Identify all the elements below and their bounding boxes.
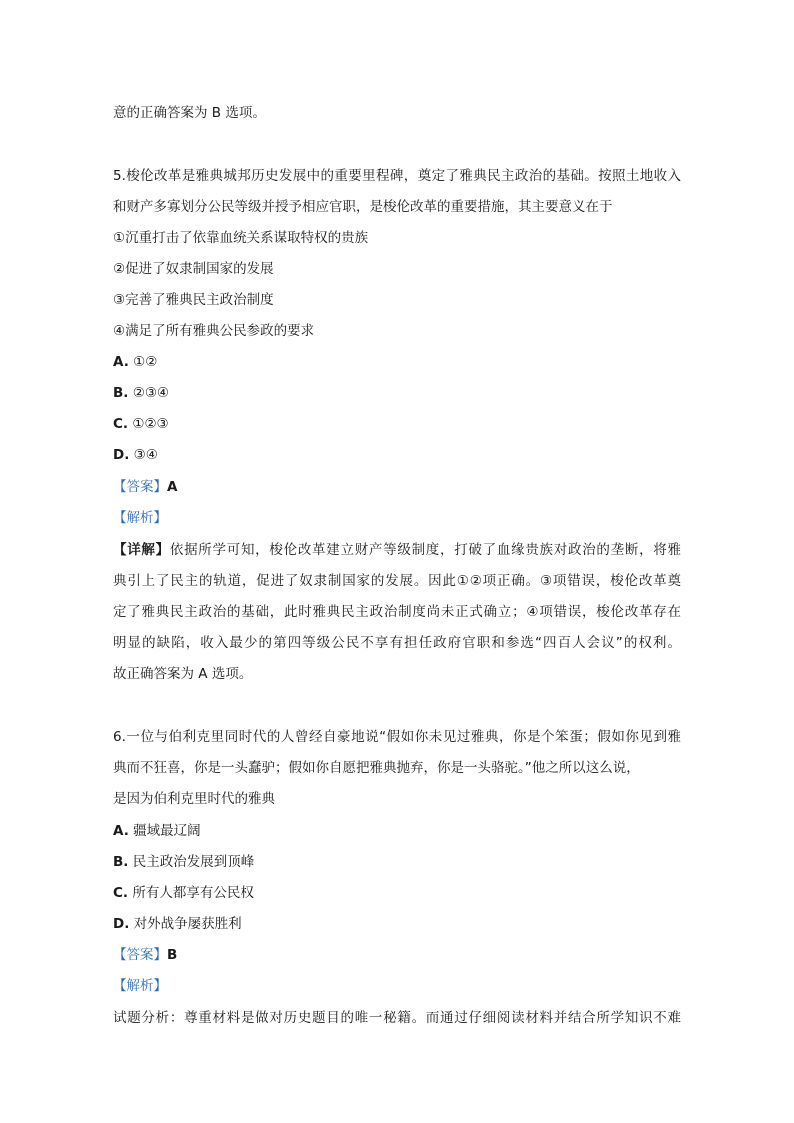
option-text: ①②③ <box>132 416 169 432</box>
q5-item-3: ③完善了雅典民主政治制度 <box>113 292 274 308</box>
q5-answer <box>113 478 177 496</box>
option-text: 对外战争屡获胜利 <box>133 916 242 932</box>
answer-value: B <box>167 947 178 963</box>
q5-stem-line-2: 和财产多寡划分公民等级并授予相应官职，是梭伦改革的重要措施，其主要意义在于 <box>113 199 613 215</box>
q5-item-4: ④满足了所有雅典公民参政的要求 <box>113 323 315 339</box>
option-text: 所有人都享有公民权 <box>132 885 254 901</box>
option-letter: A. <box>113 354 129 370</box>
option-letter: C. <box>113 885 129 901</box>
q6-analysis-line-1: 试题分析：尊重材料是做对历史题目的唯一秘籍。而通过仔细阅读材料并结合所学知识不难 <box>113 1010 681 1026</box>
q6-stem-line-3: 是因为伯利克里时代的雅典 <box>113 791 275 807</box>
q6-stem-line-1: 6.一位与伯利克里同时代的人曾经自豪地说“假如你未见过雅典，你是个笨蛋；假如你见到雅 <box>113 729 681 745</box>
detail-tag: 【详解】 <box>113 542 170 558</box>
q5-option-b <box>113 384 169 402</box>
q6-answer <box>113 946 177 964</box>
q6-stem-line-2: 典而不狂喜，你是一头蠢驴；假如你自愿把雅典抛弃，你是一头骆驼。”他之所以这么说， <box>113 760 640 776</box>
q5-stem-line-1: 5.梭伦改革是雅典城邦历史发展中的重要里程碑，奠定了雅典民主政治的基础。按照土地收入 <box>113 168 681 184</box>
detail-text: 依据所学可知，梭伦改革建立财产等级制度，打破了血缘贵族对政治的垄断，将雅 <box>169 542 682 558</box>
q5-analysis-tag: 【解析】 <box>113 510 167 526</box>
option-text: ①② <box>133 354 158 370</box>
q5-detail-line-3: 定了雅典民主政治的基础，此时雅典民主政治制度尚未正式确立；④项错误，梭伦改革存在 <box>113 604 681 620</box>
q5-detail-line-5: 故正确答案为 A 选项。 <box>113 666 253 682</box>
option-text: ③④ <box>133 447 158 463</box>
option-text: 民主政治发展到顶峰 <box>132 854 255 870</box>
q5-option-d <box>113 446 158 464</box>
q5-item-2: ②促进了奴隶制国家的发展 <box>113 261 274 277</box>
q5-detail-line-2: 典引上了民主的轨道，促进了奴隶制国家的发展。因此①②项正确。③项错误，梭伦改革奠 <box>113 573 681 589</box>
option-letter: B. <box>113 854 129 870</box>
q6-option-a <box>113 822 201 840</box>
q6-option-c <box>113 884 254 902</box>
option-letter: C. <box>113 416 129 432</box>
q5-detail-line-4: 明显的缺陷，收入最少的第四等级公民不享有担任政府官职和参选“四百人会议”的权利。 <box>113 635 681 651</box>
intro-line: 意的正确答案为 B 选项。 <box>113 105 266 121</box>
q5-option-c <box>113 415 169 433</box>
answer-value: A <box>167 479 178 495</box>
option-letter: D. <box>113 916 130 932</box>
option-letter: D. <box>113 447 130 463</box>
answer-tag: 【答案】 <box>113 947 167 963</box>
q6-option-b <box>113 853 254 871</box>
option-letter: B. <box>113 385 129 401</box>
option-letter: A. <box>113 823 129 839</box>
q6-option-d <box>113 915 242 933</box>
q5-detail-line-1 <box>113 541 681 559</box>
answer-tag: 【答案】 <box>113 479 167 495</box>
q5-item-1: ①沉重打击了依靠血统关系谋取特权的贵族 <box>113 230 369 246</box>
option-text: ②③④ <box>132 385 170 401</box>
option-text: 疆域最辽阔 <box>133 823 201 839</box>
q6-analysis-tag: 【解析】 <box>113 978 167 994</box>
q5-option-a <box>113 353 157 371</box>
